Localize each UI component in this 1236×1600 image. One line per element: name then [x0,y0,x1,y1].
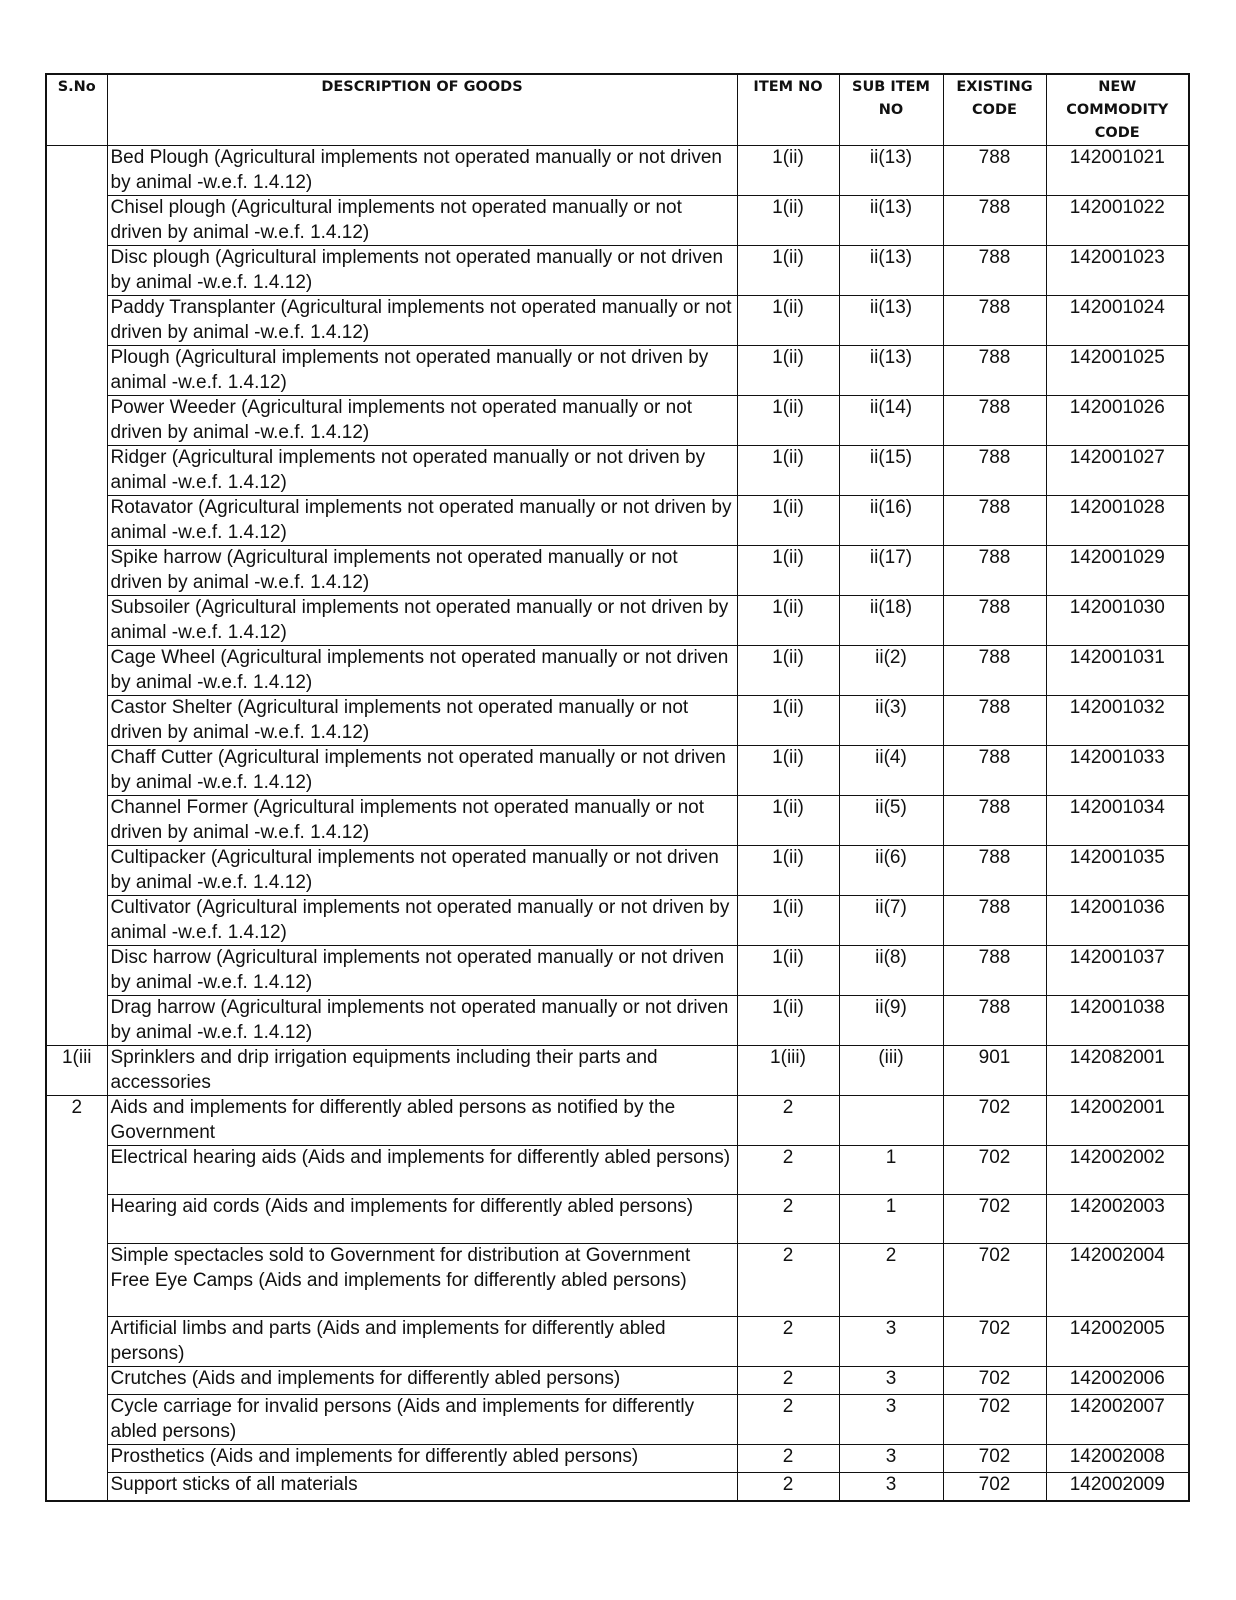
sno-cell [46,596,107,646]
description-cell: Cultipacker (Agricultural implements not operated manually or not driven by animal -w.e.f. 1.4.12) [107,846,737,896]
item-no-cell: 1(ii) [737,996,839,1046]
sno-cell [46,996,107,1046]
item-no-cell: 1(ii) [737,946,839,996]
table-row [46,1096,1189,1146]
description-cell: Channel Former (Agricultural implements not operated manually or not driven by animal -w.e.f. 1.4.12) [107,796,737,846]
sub-item-no-cell: ii(13) [839,146,943,196]
sub-item-no-cell: 2 [839,1244,943,1317]
sno-cell [46,446,107,496]
existing-code-cell: 788 [943,496,1046,546]
existing-code-cell: 702 [943,1244,1046,1317]
description-cell: Ridger (Agricultural implements not operated manually or not driven by animal -w.e.f. 1.4.12) [107,446,737,496]
existing-code-cell: 702 [943,1195,1046,1244]
table-row [46,646,1189,696]
description-cell: Subsoiler (Agricultural implements not operated manually or not driven by animal -w.e.f. 1.4.12) [107,596,737,646]
new-code-cell: 142001024 [1046,296,1189,346]
new-code-cell: 142001035 [1046,846,1189,896]
new-code-cell: 142001036 [1046,896,1189,946]
table-row [46,1317,1189,1367]
new-code-cell: 142001030 [1046,596,1189,646]
existing-code-cell: 702 [943,1395,1046,1445]
new-code-cell: 142002005 [1046,1317,1189,1367]
sub-item-no-cell [839,1096,943,1146]
header-description: DESCRIPTION OF GOODS [107,74,737,146]
sno-cell [46,1195,107,1244]
table-row [46,946,1189,996]
sub-item-no-cell: ii(8) [839,946,943,996]
item-no-cell: 1(ii) [737,146,839,196]
sno-cell [46,646,107,696]
new-code-cell: 142002008 [1046,1445,1189,1473]
table-row [46,1395,1189,1445]
new-code-cell: 142001037 [1046,946,1189,996]
description-cell: Paddy Transplanter (Agricultural implements not operated manually or not driven by animal -w.e.f. 1.4.12) [107,296,737,346]
table-row [46,1195,1189,1244]
new-code-cell: 142082001 [1046,1046,1189,1096]
sno-cell: 1(iii [46,1046,107,1096]
sub-item-no-cell: 3 [839,1367,943,1395]
sno-cell [46,946,107,996]
sub-item-no-cell: ii(5) [839,796,943,846]
sub-item-no-cell: 3 [839,1473,943,1502]
sno-cell [46,1317,107,1367]
header-sub-item-no: SUB ITEM NO [839,74,943,146]
table-row [46,796,1189,846]
existing-code-cell: 788 [943,696,1046,746]
sub-item-no-cell: ii(2) [839,646,943,696]
description-cell: Crutches (Aids and implements for differently abled persons) [107,1367,737,1395]
item-no-cell: 1(iii) [737,1046,839,1096]
sno-cell [46,496,107,546]
item-no-cell: 1(ii) [737,646,839,696]
sno-cell [46,146,107,196]
description-cell: Aids and implements for differently abled persons as notified by the Government [107,1096,737,1146]
table-row [46,1445,1189,1473]
sno-cell [46,796,107,846]
description-cell: Cycle carriage for invalid persons (Aids and implements for differently abled persons) [107,1395,737,1445]
sno-cell [46,896,107,946]
sub-item-no-cell: ii(17) [839,546,943,596]
table-row [46,696,1189,746]
table-row [46,146,1189,196]
table-row [46,496,1189,546]
existing-code-cell: 702 [943,1367,1046,1395]
description-cell: Castor Shelter (Agricultural implements not operated manually or not driven by animal -w.e.f. 1.4.12) [107,696,737,746]
sno-cell [46,346,107,396]
new-code-cell: 142002001 [1046,1096,1189,1146]
table-row [46,296,1189,346]
new-code-cell: 142001034 [1046,796,1189,846]
table-row [46,596,1189,646]
sno-cell [46,1445,107,1473]
existing-code-cell: 788 [943,596,1046,646]
header-sno: S.No [46,74,107,146]
item-no-cell: 2 [737,1096,839,1146]
item-no-cell: 1(ii) [737,696,839,746]
new-code-cell: 142001022 [1046,196,1189,246]
existing-code-cell: 788 [943,296,1046,346]
existing-code-cell: 788 [943,246,1046,296]
table-row [46,446,1189,496]
sub-item-no-cell: 3 [839,1395,943,1445]
sub-item-no-cell: ii(13) [839,246,943,296]
description-cell: Cultivator (Agricultural implements not operated manually or not driven by animal -w.e.f. 1.4.12) [107,896,737,946]
sub-item-no-cell: ii(16) [839,496,943,546]
item-no-cell: 2 [737,1445,839,1473]
table-row [46,846,1189,896]
new-code-cell: 142002004 [1046,1244,1189,1317]
new-code-cell: 142001025 [1046,346,1189,396]
description-cell: Simple spectacles sold to Government for distribution at Government Free Eye Camps (Aids and implements for differently abled persons) [107,1244,737,1317]
existing-code-cell: 901 [943,1046,1046,1096]
existing-code-cell: 788 [943,196,1046,246]
sno-cell [46,746,107,796]
new-code-cell: 142001027 [1046,446,1189,496]
sno-cell [46,246,107,296]
goods-table-sheet [45,73,1188,1502]
sub-item-no-cell: ii(15) [839,446,943,496]
new-code-cell: 142002009 [1046,1473,1189,1502]
existing-code-cell: 788 [943,146,1046,196]
sub-item-no-cell: ii(4) [839,746,943,796]
sub-item-no-cell: (iii) [839,1046,943,1096]
existing-code-cell: 788 [943,646,1046,696]
item-no-cell: 1(ii) [737,296,839,346]
existing-code-cell: 788 [943,846,1046,896]
header-existing-code: EXISTING CODE [943,74,1046,146]
item-no-cell: 1(ii) [737,546,839,596]
existing-code-cell: 702 [943,1317,1046,1367]
table-row [46,546,1189,596]
description-cell: Chisel plough (Agricultural implements not operated manually or not driven by animal -w.e.f. 1.4.12) [107,196,737,246]
item-no-cell: 2 [737,1317,839,1367]
sub-item-no-cell: 3 [839,1317,943,1367]
item-no-cell: 2 [737,1195,839,1244]
sno-cell [46,1367,107,1395]
item-no-cell: 2 [737,1473,839,1502]
new-code-cell: 142001028 [1046,496,1189,546]
new-code-cell: 142001038 [1046,996,1189,1046]
sno-cell [46,196,107,246]
new-code-cell: 142001026 [1046,396,1189,446]
item-no-cell: 1(ii) [737,746,839,796]
sub-item-no-cell: 1 [839,1146,943,1195]
item-no-cell: 1(ii) [737,246,839,296]
new-code-cell: 142002006 [1046,1367,1189,1395]
item-no-cell: 1(ii) [737,846,839,896]
description-cell: Drag harrow (Agricultural implements not operated manually or not driven by animal -w.e.f. 1.4.12) [107,996,737,1046]
item-no-cell: 1(ii) [737,496,839,546]
new-code-cell: 142002007 [1046,1395,1189,1445]
description-cell: Disc plough (Agricultural implements not operated manually or not driven by animal -w.e.f. 1.4.12) [107,246,737,296]
table-row [46,996,1189,1046]
existing-code-cell: 702 [943,1473,1046,1502]
sub-item-no-cell: ii(13) [839,296,943,346]
existing-code-cell: 788 [943,396,1046,446]
item-no-cell: 2 [737,1367,839,1395]
description-cell: Spike harrow (Agricultural implements not operated manually or not driven by animal -w.e.f. 1.4.12) [107,546,737,596]
new-code-cell: 142001031 [1046,646,1189,696]
table-row [46,196,1189,246]
existing-code-cell: 788 [943,346,1046,396]
table-row [46,896,1189,946]
description-cell: Chaff Cutter (Agricultural implements not operated manually or not driven by animal -w.e.f. 1.4.12) [107,746,737,796]
new-code-cell: 142002003 [1046,1195,1189,1244]
description-cell: Prosthetics (Aids and implements for differently abled persons) [107,1445,737,1473]
new-code-cell: 142001029 [1046,546,1189,596]
sub-item-no-cell: ii(9) [839,996,943,1046]
table-row [46,746,1189,796]
sno-cell [46,1146,107,1195]
item-no-cell: 2 [737,1146,839,1195]
item-no-cell: 1(ii) [737,796,839,846]
sub-item-no-cell: ii(7) [839,896,943,946]
description-cell: Power Weeder (Agricultural implements not operated manually or not driven by animal -w.e.f. 1.4.12) [107,396,737,446]
description-cell: Plough (Agricultural implements not operated manually or not driven by animal -w.e.f. 1.4.12) [107,346,737,396]
sub-item-no-cell: ii(18) [839,596,943,646]
table-row [46,1146,1189,1195]
sub-item-no-cell: ii(13) [839,346,943,396]
item-no-cell: 2 [737,1395,839,1445]
new-code-cell: 142001023 [1046,246,1189,296]
existing-code-cell: 788 [943,446,1046,496]
sno-cell [46,696,107,746]
existing-code-cell: 788 [943,996,1046,1046]
description-cell: Bed Plough (Agricultural implements not operated manually or not driven by animal -w.e.f. 1.4.12) [107,146,737,196]
sub-item-no-cell: ii(14) [839,396,943,446]
item-no-cell: 1(ii) [737,396,839,446]
item-no-cell: 1(ii) [737,896,839,946]
existing-code-cell: 788 [943,796,1046,846]
item-no-cell: 2 [737,1244,839,1317]
sno-cell [46,546,107,596]
new-code-cell: 142002002 [1046,1146,1189,1195]
table-row [46,1244,1189,1317]
description-cell: Support sticks of all materials [107,1473,737,1502]
sub-item-no-cell: ii(3) [839,696,943,746]
sno-cell [46,1244,107,1317]
header-new-commodity-code: NEW COMMODITY CODE [1046,74,1189,146]
existing-code-cell: 788 [943,546,1046,596]
table-row [46,396,1189,446]
description-cell: Sprinklers and drip irrigation equipments including their parts and accessories [107,1046,737,1096]
item-no-cell: 1(ii) [737,346,839,396]
new-code-cell: 142001021 [1046,146,1189,196]
sno-cell [46,396,107,446]
description-cell: Artificial limbs and parts (Aids and implements for differently abled persons) [107,1317,737,1367]
existing-code-cell: 788 [943,946,1046,996]
description-cell: Hearing aid cords (Aids and implements for differently abled persons) [107,1195,737,1244]
sub-item-no-cell: ii(13) [839,196,943,246]
item-no-cell: 1(ii) [737,446,839,496]
new-code-cell: 142001033 [1046,746,1189,796]
sub-item-no-cell: 3 [839,1445,943,1473]
description-cell: Rotavator (Agricultural implements not operated manually or not driven by animal -w.e.f. 1.4.12) [107,496,737,546]
table-header-row [46,74,1189,146]
table-row [46,346,1189,396]
sno-cell [46,296,107,346]
table-row [46,1046,1189,1096]
sub-item-no-cell: ii(6) [839,846,943,896]
sub-item-no-cell: 1 [839,1195,943,1244]
new-code-cell: 142001032 [1046,696,1189,746]
sno-cell [46,846,107,896]
description-cell: Electrical hearing aids (Aids and implements for differently abled persons) [107,1146,737,1195]
existing-code-cell: 788 [943,896,1046,946]
table-row [46,1367,1189,1395]
existing-code-cell: 702 [943,1445,1046,1473]
sno-cell [46,1395,107,1445]
sno-cell: 2 [46,1096,107,1146]
item-no-cell: 1(ii) [737,596,839,646]
goods-table [45,73,1190,1502]
table-row [46,1473,1189,1502]
description-cell: Disc harrow (Agricultural implements not operated manually or not driven by animal -w.e.f. 1.4.12) [107,946,737,996]
item-no-cell: 1(ii) [737,196,839,246]
header-item-no: ITEM NO [737,74,839,146]
existing-code-cell: 702 [943,1146,1046,1195]
existing-code-cell: 788 [943,746,1046,796]
existing-code-cell: 702 [943,1096,1046,1146]
sno-cell [46,1473,107,1502]
description-cell: Cage Wheel (Agricultural implements not operated manually or not driven by animal -w.e.f. 1.4.12) [107,646,737,696]
table-row [46,246,1189,296]
